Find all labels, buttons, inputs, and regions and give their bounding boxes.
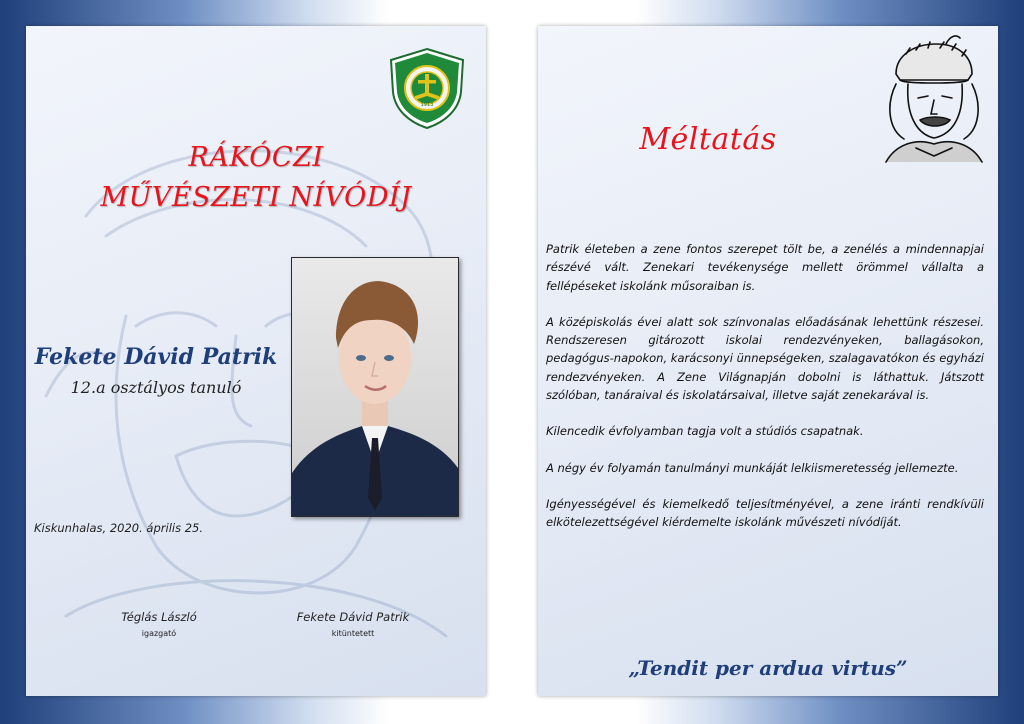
tribute-heading: Méltatás: [639, 122, 777, 157]
award-title-line2: MŰVÉSZETI NÍVÓDÍJ: [100, 182, 412, 213]
tribute-paragraph: Kilencedik évfolyamban tagja volt a stúdiós csapatnak.: [546, 424, 864, 439]
signature-role-awardee: kitüntetett: [331, 629, 375, 638]
tribute-page: [538, 26, 998, 696]
tribute-paragraph: Patrik életeben a zene fontos szerepet tölt be, a zenélés a mindennapjai részévé vált. Zenekari tevékenysége mellett örömmel vállalta a fellépéseket iskolánk műsoraiban is.: [546, 242, 984, 293]
student-name: Fekete Dávid Patrik: [34, 344, 278, 370]
logo-year: 1913: [420, 102, 434, 108]
signature-name-awardee: Fekete Dávid Patrik: [296, 610, 410, 624]
school-motto: „Tendit per ardua virtus”: [628, 656, 908, 680]
place-date: Kiskunhalas, 2020. április 25.: [34, 521, 204, 535]
student-photo: [291, 257, 459, 517]
signature-name-principal: Téglás László: [121, 610, 197, 624]
tribute-paragraph: A középiskolás évei alatt sok színvonalas előadásának lehettünk részesei. Rendszeresen gitározott iskolai rendezvényeken, ballagásokon, pedagógus-napokon, karácsonyi ünnepségeken, szalagavatókon és egyházi rendezvényeken. A Zene Világnapján dobolni is láthattuk. Játszott szólóban, tanáraival és iskolatársaival, illetve saját zenekarával is.: [546, 314, 984, 403]
signature-role-principal: igazgató: [141, 629, 177, 638]
rakoczi-portrait-icon: [876, 34, 988, 164]
school-logo: [385, 46, 469, 130]
student-class: 12.a osztályos tanuló: [70, 378, 242, 397]
tribute-paragraph: A négy év folyamán tanulmányi munkáját lelkiismeretesség jellemezte.: [546, 460, 959, 475]
tribute-paragraph: Igényességével és kiemelkedő teljesítményével, a zene iránti rendkívüli elkötelezettségével kiérdemelte iskolánk művészeti nívódíját.: [546, 496, 984, 530]
certificate-page: [26, 26, 486, 696]
award-title-line1: RÁKÓCZI: [188, 142, 324, 173]
tribute-text: [546, 240, 984, 550]
